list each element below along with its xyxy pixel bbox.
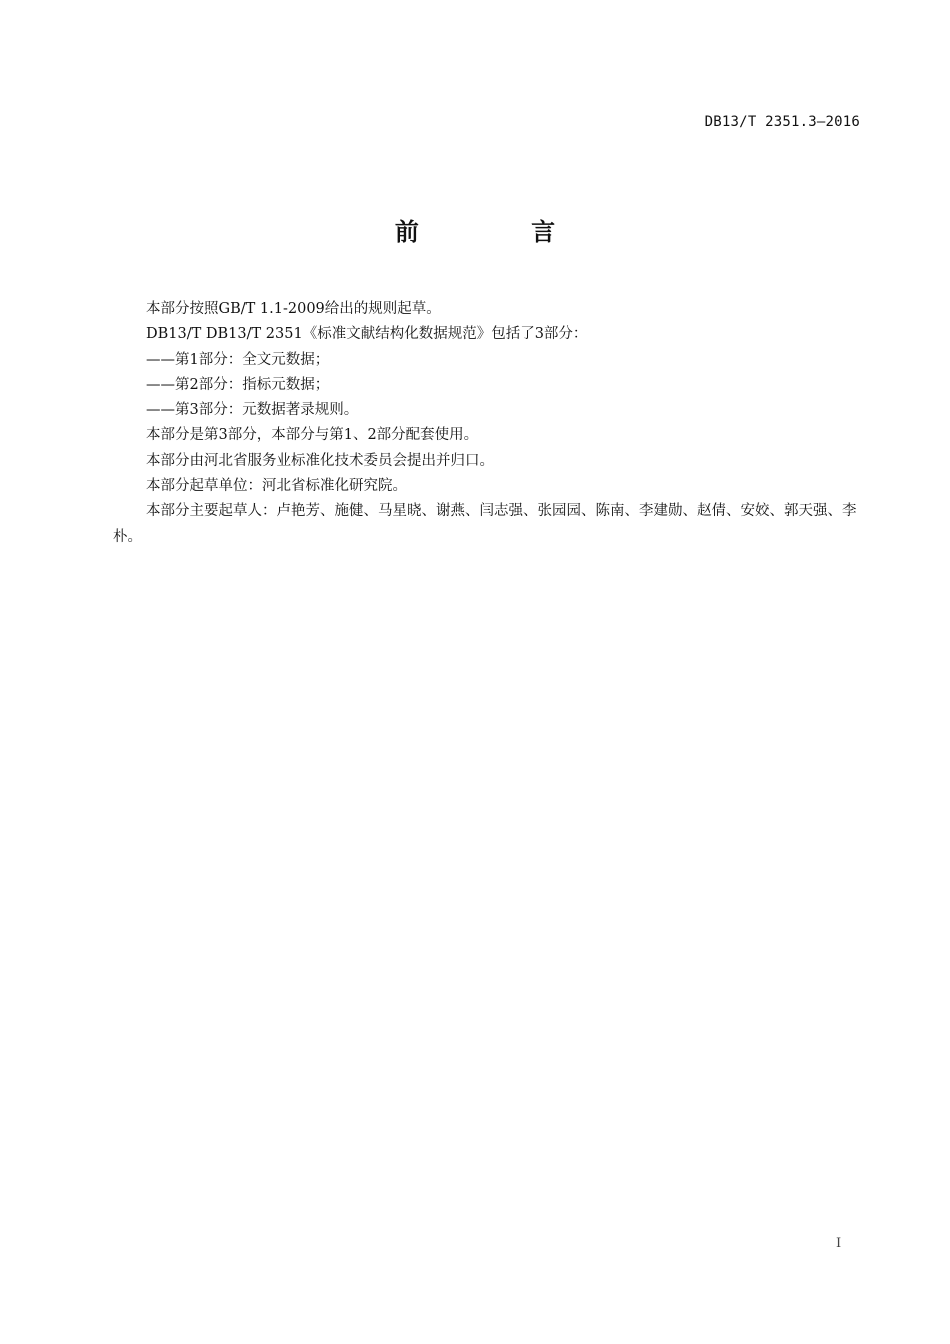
paragraph-this-part: 本部分是第3部分，本部分与第1、2部分配套使用。 bbox=[146, 427, 479, 444]
page-number: I bbox=[836, 1236, 842, 1251]
paragraph-standard-parts: DB13/T DB13/T 2351《标准文献结构化数据规范》包括了3部分： bbox=[146, 326, 588, 343]
standard-code: DB13/T 2351.3—2016 bbox=[704, 114, 860, 130]
paragraph-proposer: 本部分由河北省服务业标准化技术委员会提出并归口。 bbox=[146, 452, 494, 469]
list-item-part-3: ——第3部分：元数据著录规则。 bbox=[146, 402, 359, 419]
paragraph-drafting-unit: 本部分起草单位：河北省标准化研究院。 bbox=[146, 478, 407, 495]
paragraph-drafters: 本部分主要起草人：卢艳芳、施健、马星晓、谢燕、闫志强、张园园、陈南、李建勋、赵倩、安姣、郭天强、李朴。 bbox=[113, 503, 857, 545]
list-item-part-1: ——第1部分：全文元数据； bbox=[146, 351, 330, 368]
page-title: 前 言 bbox=[394, 218, 608, 246]
foreword-body bbox=[113, 297, 863, 550]
list-item-part-2: ——第2部分：指标元数据； bbox=[146, 376, 330, 393]
paragraph-drafting-rules: 本部分按照GB/T 1.1-2009给出的规则起草。 bbox=[146, 301, 441, 317]
